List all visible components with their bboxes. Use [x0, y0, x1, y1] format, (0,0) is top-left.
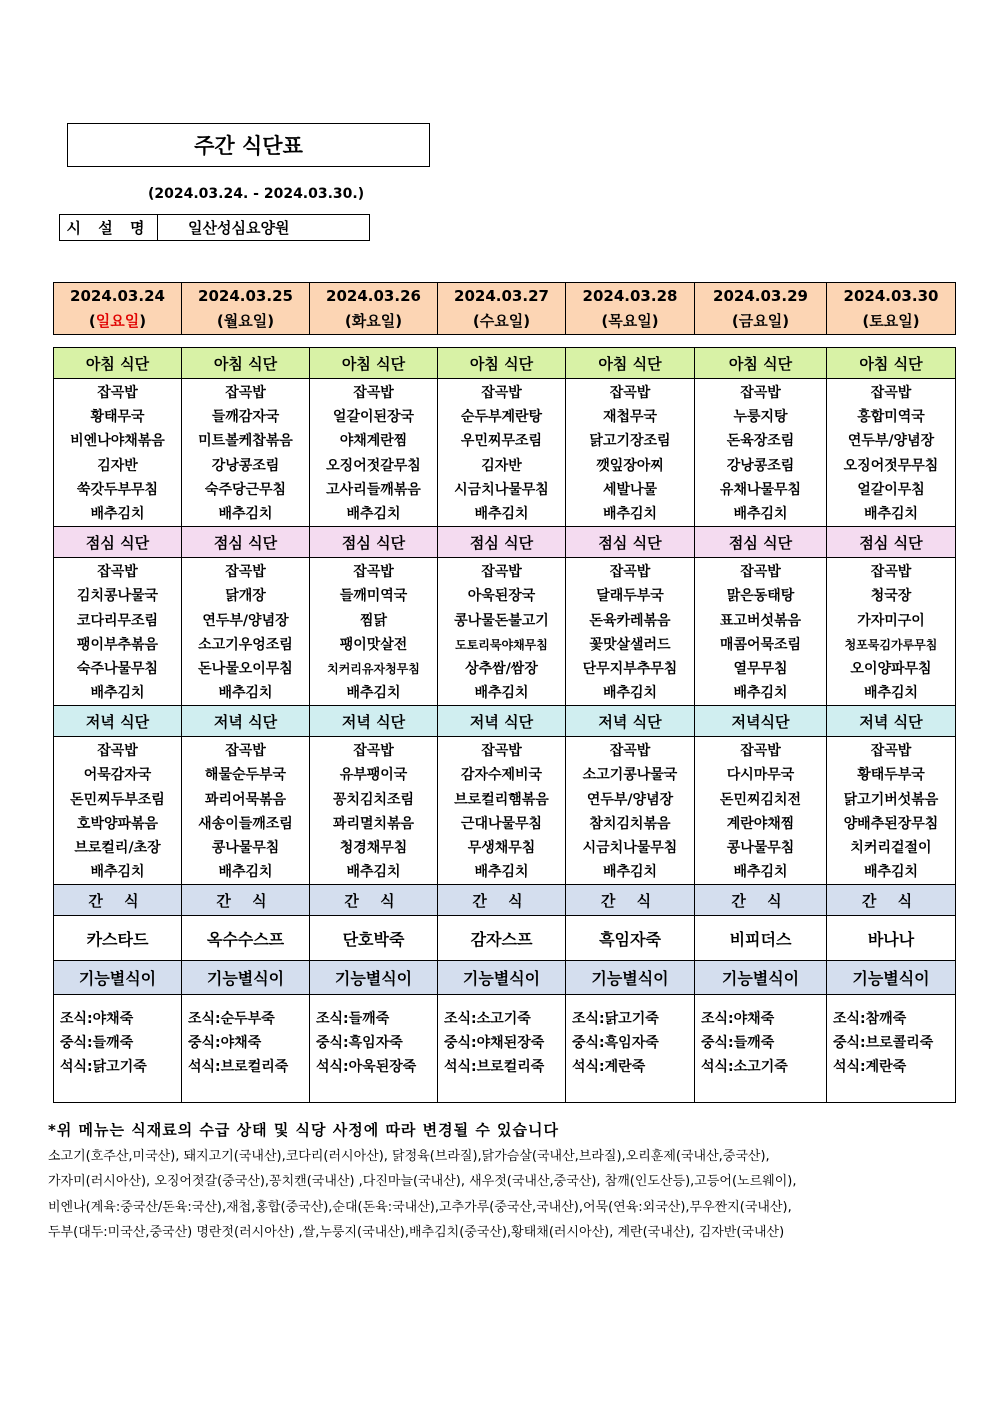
- menu-item: 닭고기장조림: [589, 433, 671, 450]
- menu-item: 닭개장: [225, 588, 266, 605]
- breakfast-header: 아침 식단: [182, 348, 310, 379]
- dinner-header: 저녁 식단: [827, 706, 956, 737]
- menu-period: (2024.03.24. - 2024.03.30.): [148, 186, 365, 202]
- breakfast-cell: [54, 379, 182, 527]
- functional-cell: [827, 995, 956, 1103]
- facility-name: 일산성심요양원: [188, 219, 290, 237]
- notes-disclaimer: *위 메뉴는 식재료의 수급 상태 및 식당 사정에 따라 변경될 수 있습니다: [48, 1121, 560, 1139]
- menu-item: 잡곡밥: [740, 564, 781, 581]
- menu-item: 누룽지탕: [733, 409, 788, 426]
- menu-item: 코다리무조림: [76, 612, 159, 629]
- breakfast-header: 아침 식단: [54, 348, 182, 379]
- menu-item: 맑은동태탕: [726, 588, 795, 605]
- breakfast-cell: [566, 379, 695, 527]
- menu-item: 얼갈이무침: [857, 481, 925, 498]
- menu-item: 배추김치: [863, 864, 919, 881]
- menu-item: 배추김치: [218, 505, 273, 522]
- day-header-cell: [310, 283, 438, 335]
- dinner-cell: [695, 737, 827, 885]
- dinner-header: 저녁 식단: [182, 706, 310, 737]
- menu-item: 잡곡밥: [609, 385, 651, 401]
- functional-header: 기능별식이: [182, 961, 310, 995]
- menu-item: 숙주당근무침: [204, 481, 287, 498]
- functional-header: 기능별식이: [310, 961, 438, 995]
- menu-item: 호박양파볶음: [76, 815, 159, 832]
- functional-header: 기능별식이: [695, 961, 827, 995]
- day-close-paren: ): [523, 311, 531, 330]
- functional-header: 기능별식이: [827, 961, 956, 995]
- dinner-cell: [827, 737, 956, 885]
- menu-item: 치커리겉절이: [850, 840, 932, 856]
- menu-item: 돈민찌김치전: [719, 791, 802, 808]
- menu-item: 참치김치볶음: [589, 815, 671, 832]
- lunch-header-row: [54, 527, 956, 558]
- menu-item: 얼갈이된장국: [332, 409, 415, 426]
- menu-item: 잡곡밥: [481, 385, 522, 401]
- functional-header: 기능별식이: [54, 961, 182, 995]
- dinner-cell: [310, 737, 438, 885]
- menu-item: 배추김치: [602, 685, 658, 702]
- day-name: 토요일: [869, 311, 913, 330]
- day-of-week: [695, 309, 826, 334]
- menu-item: 배추김치: [733, 685, 788, 702]
- menu-item: 배추김치: [218, 864, 273, 881]
- menu-item: 다시마무국: [726, 767, 795, 784]
- facility-box: [59, 214, 370, 241]
- day-close-paren: ): [267, 311, 275, 330]
- functional-header: 기능별식이: [566, 961, 695, 995]
- menu-item: 꽃맛살샐러드: [589, 636, 671, 653]
- functional-item: 중식:브로콜리죽: [833, 1035, 934, 1052]
- notes-origin-line: 비엔나(계육:중국산/돈육:국산),재첩,홍합(중국산),순대(돈육:국내산),고추가루(중국산,국내산),어묵(연육:외국산),무우짠지(국내산),: [48, 1199, 792, 1215]
- day-name: 목요일: [608, 311, 652, 330]
- functional-item: 중식:야채죽: [188, 1035, 262, 1052]
- lunch-header: 점심 식단: [827, 527, 956, 558]
- menu-item: 닭고기버섯볶음: [843, 791, 939, 808]
- breakfast-header: 아침 식단: [695, 348, 827, 379]
- breakfast-cell: [827, 379, 956, 527]
- menu-item: 배추김치: [474, 685, 529, 702]
- menu-item: 시금치나물무침: [454, 481, 549, 498]
- functional-cell: [566, 995, 695, 1103]
- menu-item: 잡곡밥: [870, 564, 912, 581]
- snack-cell: 바나나: [827, 916, 956, 961]
- menu-item: 깻잎장아찌: [596, 457, 664, 474]
- snack-cell: 흑임자죽: [566, 916, 695, 961]
- menu-item: 청국장: [870, 588, 912, 605]
- menu-item: 무생채무침: [467, 840, 536, 856]
- menu-item: 팽이부추볶음: [76, 636, 159, 653]
- weekly-menu-table: [53, 347, 956, 1103]
- menu-item: 청포묵김가루무침: [844, 637, 938, 652]
- breakfast-cell: [438, 379, 566, 527]
- menu-item: 매콤어묵조림: [719, 636, 802, 653]
- menu-item: 비엔나야채볶음: [70, 433, 165, 450]
- menu-item: 잡곡밥: [225, 564, 266, 581]
- snack-header: 간 식: [438, 885, 566, 916]
- menu-item: 치커리유자청무침: [327, 661, 420, 676]
- menu-item: 잡곡밥: [870, 743, 912, 760]
- functional-cell: [310, 995, 438, 1103]
- lunch-header: 점심 식단: [310, 527, 438, 558]
- day-date: 2024.03.27: [454, 286, 549, 305]
- menu-item: 오징어젓갈무침: [326, 457, 421, 474]
- day-open-paren: (: [601, 311, 609, 330]
- dinner-cell: [54, 737, 182, 885]
- menu-item: 양배추된장무침: [843, 815, 939, 832]
- menu-item: 배추김치: [90, 864, 145, 881]
- breakfast-header: 아침 식단: [566, 348, 695, 379]
- dinner-header: 저녁 식단: [566, 706, 695, 737]
- dinner-header-row: [54, 706, 956, 737]
- menu-item: 잡곡밥: [97, 564, 138, 581]
- snack-header: 간 식: [182, 885, 310, 916]
- menu-item: 유채나물무침: [719, 481, 802, 498]
- functional-item: 석식:브로컬리죽: [444, 1059, 545, 1076]
- menu-item: 잡곡밥: [740, 743, 781, 760]
- functional-cell: [182, 995, 310, 1103]
- menu-item: 배추김치: [346, 685, 401, 702]
- breakfast-header: 아침 식단: [438, 348, 566, 379]
- functional-row: [54, 995, 956, 1103]
- lunch-cell: [827, 558, 956, 706]
- menu-item: 미트볼케찹볶음: [198, 433, 293, 450]
- facility-label: 시 설 명: [60, 215, 158, 240]
- day-date: 2024.03.30: [843, 286, 939, 305]
- lunch-header: 점심 식단: [182, 527, 310, 558]
- dinner-cell: [438, 737, 566, 885]
- snack-header: 간 식: [566, 885, 695, 916]
- functional-header-row: [54, 961, 956, 995]
- breakfast-cell: [310, 379, 438, 527]
- menu-item: 돈나물오이무침: [198, 660, 293, 677]
- day-close-paren: ): [912, 311, 920, 330]
- functional-item: 중식:들깨죽: [60, 1035, 134, 1052]
- dinner-items-row: [54, 737, 956, 885]
- day-date: 2024.03.24: [70, 286, 165, 305]
- breakfast-cell: [695, 379, 827, 527]
- functional-cell: [54, 995, 182, 1103]
- functional-item: 조식:들깨죽: [316, 1011, 390, 1028]
- day-close-paren: ): [782, 311, 790, 330]
- day-of-week: [438, 309, 565, 334]
- functional-item: 조식:소고기죽: [444, 1011, 531, 1028]
- functional-item: 조식:참깨죽: [833, 1011, 907, 1028]
- day-name: 월요일: [223, 311, 268, 330]
- menu-item: 배추김치: [733, 505, 788, 522]
- snack-row: [54, 916, 956, 961]
- menu-item: 감자수제비국: [460, 767, 543, 784]
- snack-cell: 비피더스: [695, 916, 827, 961]
- lunch-items-row: [54, 558, 956, 706]
- menu-item: 열무무침: [733, 660, 788, 677]
- dinner-cell: [566, 737, 695, 885]
- snack-header: 간 식: [695, 885, 827, 916]
- menu-item: 소고기우엉조림: [198, 636, 293, 653]
- menu-item: 꽈리어묵볶음: [204, 791, 287, 808]
- snack-cell: 카스타드: [54, 916, 182, 961]
- functional-item: 조식:닭고기죽: [572, 1011, 659, 1028]
- day-of-week: [182, 309, 309, 334]
- dinner-cell: [182, 737, 310, 885]
- day-open-paren: (: [862, 311, 870, 330]
- lunch-cell: [566, 558, 695, 706]
- menu-item: 연두부/양념장: [202, 612, 289, 629]
- lunch-header: 점심 식단: [54, 527, 182, 558]
- day-of-week: [827, 309, 955, 334]
- menu-item: 연두부/양념장: [847, 433, 935, 450]
- day-open-paren: (: [88, 311, 96, 330]
- menu-item: 잡곡밥: [225, 385, 266, 401]
- lunch-cell: [438, 558, 566, 706]
- day-name: 화요일: [351, 311, 396, 330]
- notes-origin-line: 가자미(러시아산), 오징어젓갈(중국산),꽁치캔(국내산) ,다진마늘(국내산), 새우젓(국내산,중국산), 참깨(인도산등),고등어(노르웨이),: [48, 1174, 797, 1189]
- day-name: 일요일: [95, 311, 140, 330]
- menu-item: 아욱된장국: [467, 588, 536, 605]
- day-date: 2024.03.29: [713, 286, 808, 305]
- functional-item: 석식:계란죽: [572, 1059, 646, 1076]
- day-header-cell: [182, 283, 310, 335]
- day-header-cell: [827, 283, 956, 335]
- menu-item: 유부팽이국: [339, 767, 408, 784]
- menu-item: 꽁치김치조림: [332, 791, 415, 808]
- dinner-header: 저녁 식단: [310, 706, 438, 737]
- functional-item: 석식:계란죽: [833, 1059, 907, 1076]
- menu-item: 배추김치: [218, 685, 273, 702]
- menu-item: 배추김치: [863, 505, 919, 522]
- menu-item: 배추김치: [90, 505, 145, 522]
- menu-item: 김치콩나물국: [76, 588, 159, 605]
- menu-item: 잡곡밥: [97, 743, 138, 760]
- functional-header: 기능별식이: [438, 961, 566, 995]
- day-date: 2024.03.26: [326, 286, 421, 305]
- menu-item: 연두부/양념장: [586, 791, 674, 808]
- functional-item: 중식:들깨죽: [701, 1035, 775, 1052]
- menu-item: 잡곡밥: [481, 564, 522, 581]
- menu-item: 잡곡밥: [870, 385, 912, 401]
- notes-origin-line: 두부(대두:미국산,중국산) 명란젓(러시아산) ,쌀,누룽지(국내산),배추김치(중국산),황태채(러시아산), 계란(국내산), 김자반(국내산): [48, 1225, 785, 1240]
- menu-item: 잡곡밥: [609, 743, 651, 760]
- breakfast-header-row: [54, 348, 956, 379]
- menu-item: 어묵감자국: [83, 767, 152, 784]
- day-name: 금요일: [738, 311, 783, 330]
- functional-item: 중식:흑임자죽: [572, 1035, 659, 1052]
- menu-item: 잡곡밥: [353, 564, 394, 581]
- menu-item: 팽이맛살전: [339, 636, 408, 653]
- notes-section: [48, 1118, 968, 1246]
- menu-item: 브로컬리햄볶음: [454, 791, 549, 808]
- menu-item: 계란야채찜: [726, 815, 795, 832]
- functional-item: 중식:야채된장죽: [444, 1035, 545, 1052]
- dinner-header: 저녁 식단: [438, 706, 566, 737]
- breakfast-items-row: [54, 379, 956, 527]
- functional-item: 조식:순두부죽: [188, 1011, 275, 1028]
- lunch-header: 점심 식단: [438, 527, 566, 558]
- date-header-table: [53, 282, 956, 335]
- menu-item: 해물순두부국: [204, 767, 287, 784]
- menu-item: 황태두부국: [857, 767, 925, 784]
- menu-item: 고사리들깨볶음: [326, 481, 421, 498]
- day-open-paren: (: [731, 311, 739, 330]
- menu-item: 황태무국: [90, 409, 145, 426]
- menu-item: 브로컬리/초장: [74, 840, 161, 856]
- menu-item: 배추김치: [863, 685, 919, 702]
- menu-item: 가자미구이: [857, 612, 925, 629]
- functional-item: 석식:닭고기죽: [60, 1059, 147, 1076]
- breakfast-cell: [182, 379, 310, 527]
- menu-item: 우민찌무조림: [460, 433, 543, 450]
- menu-item: 쑥갓두부무침: [76, 481, 159, 498]
- menu-item: 새송이들깨조림: [198, 815, 293, 832]
- functional-item: 조식:야채죽: [701, 1011, 775, 1028]
- day-close-paren: ): [395, 311, 403, 330]
- menu-item: 돈육장조림: [726, 433, 795, 450]
- menu-item: 콩나물무침: [211, 840, 280, 856]
- menu-item: 단무지부추무침: [582, 660, 678, 677]
- menu-item: 배추김치: [346, 505, 401, 522]
- functional-item: 석식:브로컬리죽: [188, 1059, 289, 1076]
- menu-item: 잡곡밥: [609, 564, 651, 581]
- menu-item: 오이양파무침: [850, 660, 932, 677]
- day-of-week: [310, 309, 437, 334]
- menu-item: 배추김치: [346, 864, 401, 881]
- lunch-cell: [310, 558, 438, 706]
- day-date: 2024.03.28: [582, 286, 678, 305]
- menu-item: 잡곡밥: [97, 385, 138, 401]
- day-date: 2024.03.25: [198, 286, 293, 305]
- lunch-header: 점심 식단: [695, 527, 827, 558]
- day-name: 수요일: [479, 311, 524, 330]
- menu-item: 강낭콩조림: [726, 457, 795, 474]
- lunch-header: 점심 식단: [566, 527, 695, 558]
- snack-cell: 단호박죽: [310, 916, 438, 961]
- day-header-cell: [566, 283, 695, 335]
- menu-item: 배추김치: [602, 505, 658, 522]
- menu-item: 시금치나물무침: [582, 840, 678, 856]
- menu-item: 배추김치: [474, 505, 529, 522]
- day-header-cell: [438, 283, 566, 335]
- menu-item: 청경채무침: [339, 840, 408, 856]
- lunch-cell: [695, 558, 827, 706]
- menu-item: 잡곡밥: [481, 743, 522, 760]
- functional-item: 석식:소고기죽: [701, 1059, 788, 1076]
- menu-item: 근대나물무침: [460, 815, 543, 832]
- menu-item: 오징어젓무무침: [843, 457, 939, 474]
- menu-item: 숙주나물무침: [76, 660, 159, 677]
- day-open-paren: (: [216, 311, 224, 330]
- menu-item: 배추김치: [90, 685, 145, 702]
- snack-header-row: [54, 885, 956, 916]
- menu-item: 들깨감자국: [211, 409, 280, 426]
- menu-item: 표고버섯볶음: [719, 612, 802, 629]
- breakfast-header: 아침 식단: [827, 348, 956, 379]
- menu-item: 배추김치: [602, 864, 658, 881]
- functional-cell: [695, 995, 827, 1103]
- functional-item: 중식:흑임자죽: [316, 1035, 403, 1052]
- menu-item: 꽈리멸치볶음: [332, 815, 415, 832]
- day-open-paren: (: [344, 311, 352, 330]
- day-close-paren: ): [651, 311, 659, 330]
- menu-item: 잡곡밥: [353, 385, 394, 401]
- menu-item: 돈민찌두부조림: [70, 791, 165, 808]
- snack-cell: 옥수수스프: [182, 916, 310, 961]
- lunch-cell: [182, 558, 310, 706]
- menu-item: 홍합미역국: [857, 409, 925, 426]
- menu-item: 배추김치: [474, 864, 529, 881]
- breakfast-header: 아침 식단: [310, 348, 438, 379]
- menu-item: 들깨미역국: [339, 588, 408, 605]
- menu-item: 상추쌈/쌈장: [465, 660, 538, 677]
- menu-item: 재첩무국: [602, 409, 658, 426]
- snack-cell: 감자스프: [438, 916, 566, 961]
- day-of-week: [566, 309, 694, 334]
- menu-item: 잡곡밥: [353, 743, 394, 760]
- dinner-header: 저녁 식단: [54, 706, 182, 737]
- dinner-header: 저녁식단: [695, 706, 827, 737]
- day-of-week: [54, 309, 181, 334]
- functional-item: 조식:야채죽: [60, 1011, 134, 1028]
- menu-item: 돈육카레볶음: [589, 612, 671, 629]
- menu-item: 콩나물돈불고기: [454, 612, 549, 629]
- functional-item: 석식:아욱된장죽: [316, 1059, 417, 1076]
- day-open-paren: (: [472, 311, 480, 330]
- menu-item: 잡곡밥: [225, 743, 266, 760]
- functional-cell: [438, 995, 566, 1103]
- menu-item: 야채계란찜: [339, 433, 408, 450]
- menu-item: 세발나물: [602, 481, 658, 498]
- day-header-cell: [54, 283, 182, 335]
- menu-item: 달래두부국: [596, 588, 664, 605]
- menu-item: 소고기콩나물국: [582, 767, 678, 784]
- menu-item: 찜닭: [359, 612, 388, 629]
- snack-header: 간 식: [310, 885, 438, 916]
- snack-header: 간 식: [827, 885, 956, 916]
- page-title: 주간 식단표: [67, 123, 430, 167]
- menu-item: 강낭콩조림: [211, 457, 280, 474]
- menu-item: 김자반: [97, 457, 138, 474]
- day-close-paren: ): [139, 311, 147, 330]
- menu-item: 콩나물무침: [726, 840, 795, 856]
- snack-header: 간 식: [54, 885, 182, 916]
- notes-origin-line: 소고기(호주산,미국산), 돼지고기(국내산),코다리(러시아산), 닭정육(브라질),닭가슴살(국내산,브라질),오리훈제(국내산,중국산),: [48, 1148, 770, 1164]
- lunch-cell: [54, 558, 182, 706]
- menu-item: 도토리묵야채무침: [455, 637, 548, 652]
- menu-item: 순두부계란탕: [460, 409, 543, 426]
- day-header-cell: [695, 283, 827, 335]
- menu-item: 잡곡밥: [740, 385, 781, 401]
- menu-item: 배추김치: [733, 864, 788, 881]
- menu-item: 김자반: [481, 457, 522, 474]
